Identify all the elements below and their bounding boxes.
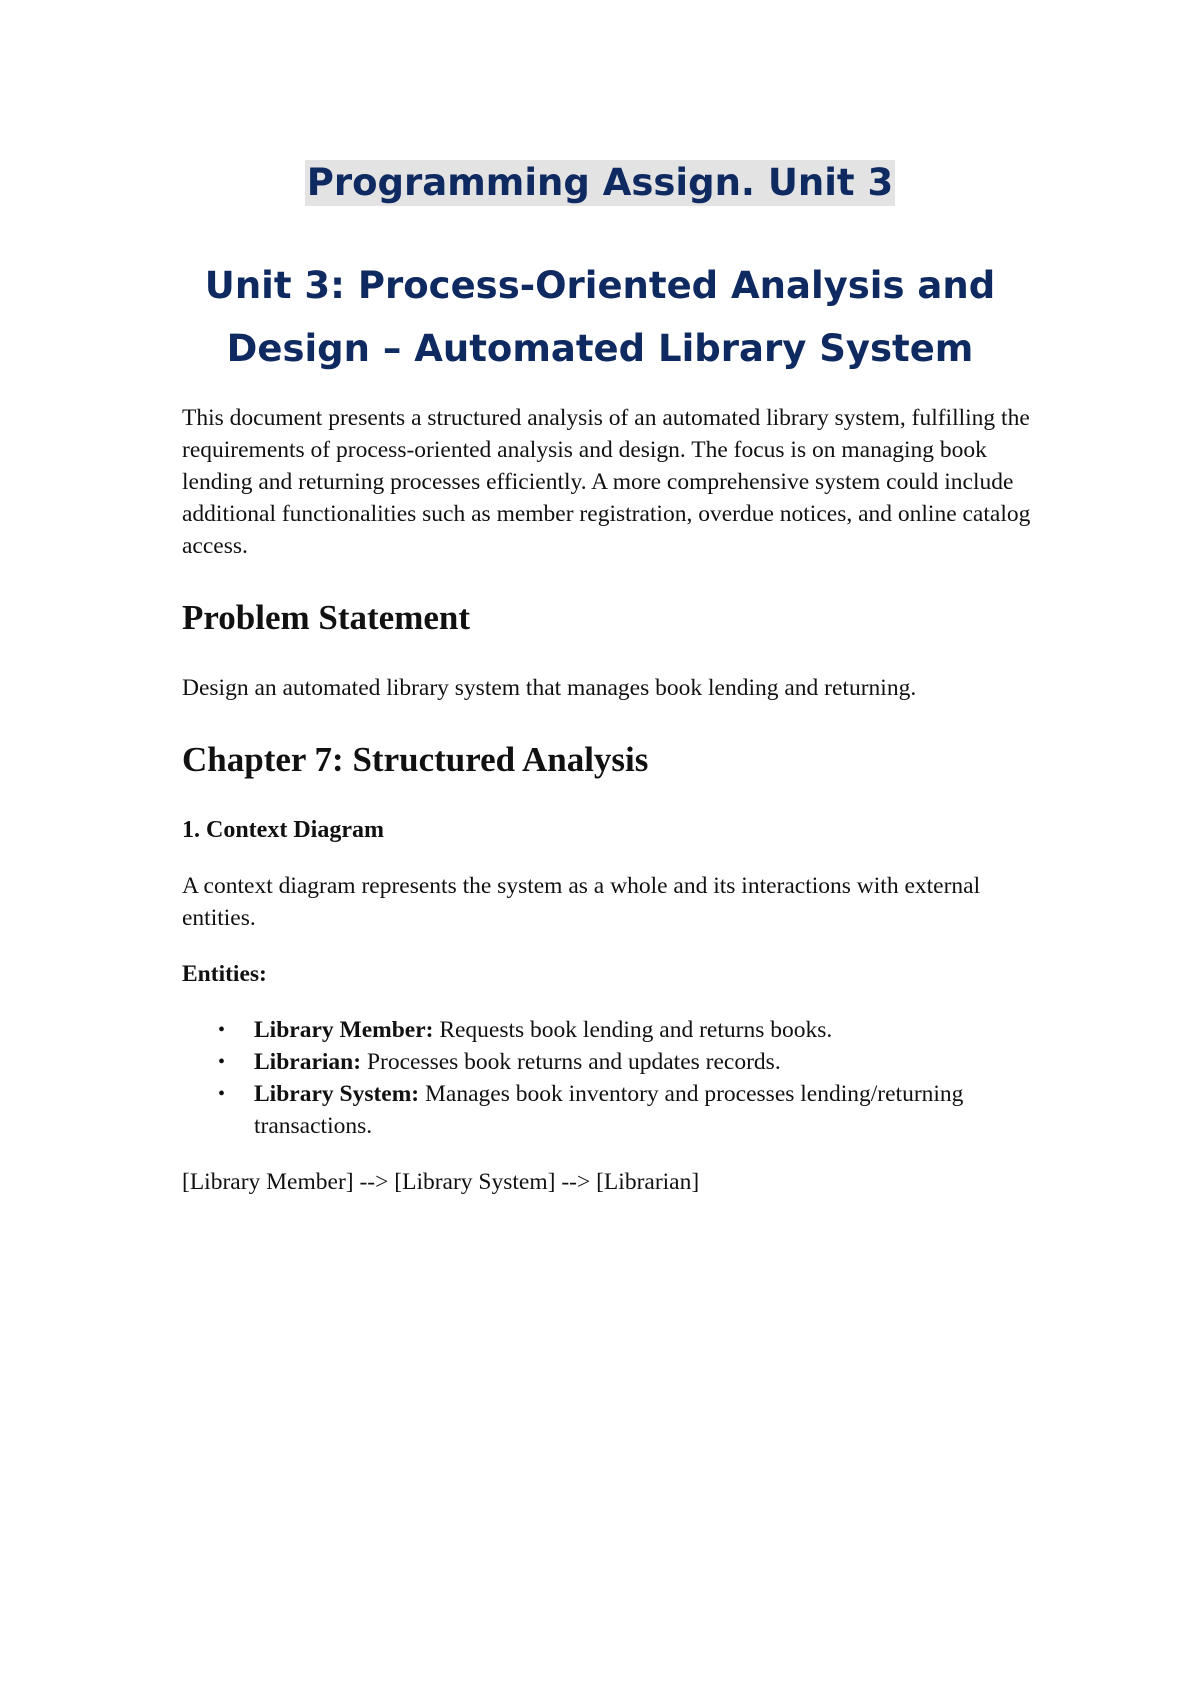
entities-label: Entities: (182, 961, 267, 987)
bullet-icon: • (218, 1051, 226, 1073)
document-subtitle: Unit 3: Process-Oriented Analysis and Design – Automated Library System (204, 264, 996, 370)
list-item (218, 1046, 1032, 1078)
entity-name: Library System: (254, 1081, 420, 1107)
document-body (182, 402, 1032, 1198)
bullet-icon: • (218, 1083, 226, 1105)
document-title: Programming Assign. Unit 3 (306, 161, 894, 204)
chapter-heading: Chapter 7: Structured Analysis (182, 740, 649, 779)
bullet-icon: • (218, 1019, 226, 1041)
entity-name: Library Member: (254, 1017, 434, 1043)
list-item (218, 1014, 1032, 1046)
entity-description: Processes book returns and updates records. (361, 1049, 781, 1075)
document-title-block (0, 160, 1200, 206)
problem-statement-heading: Problem Statement (182, 598, 471, 637)
entity-name: Librarian: (254, 1049, 362, 1075)
entities-list (182, 1014, 1032, 1142)
context-diagram-heading: 1. Context Diagram (182, 817, 384, 843)
context-flow-text: [Library Member] --> [Library System] --> [Librarian] (182, 1169, 700, 1195)
entity-description: Manages book inventory and processes lending/returning transactions. (254, 1081, 964, 1139)
intro-paragraph: This document presents a structured analysis of an automated library system, fulfilling the requirements of process-oriented analysis and design. The focus is on managing book lending and returning processes efficiently. A more comprehensive system could include additional functionalities such as member registration, overdue notices, and online catalog access. (182, 405, 1031, 559)
problem-statement-text: Design an automated library system that manages book lending and returning. (182, 675, 917, 701)
list-item (218, 1078, 1032, 1142)
context-diagram-text: A context diagram represents the system as a whole and its interactions with external entities. (182, 873, 981, 931)
entity-description: Requests book lending and returns books. (433, 1017, 833, 1043)
